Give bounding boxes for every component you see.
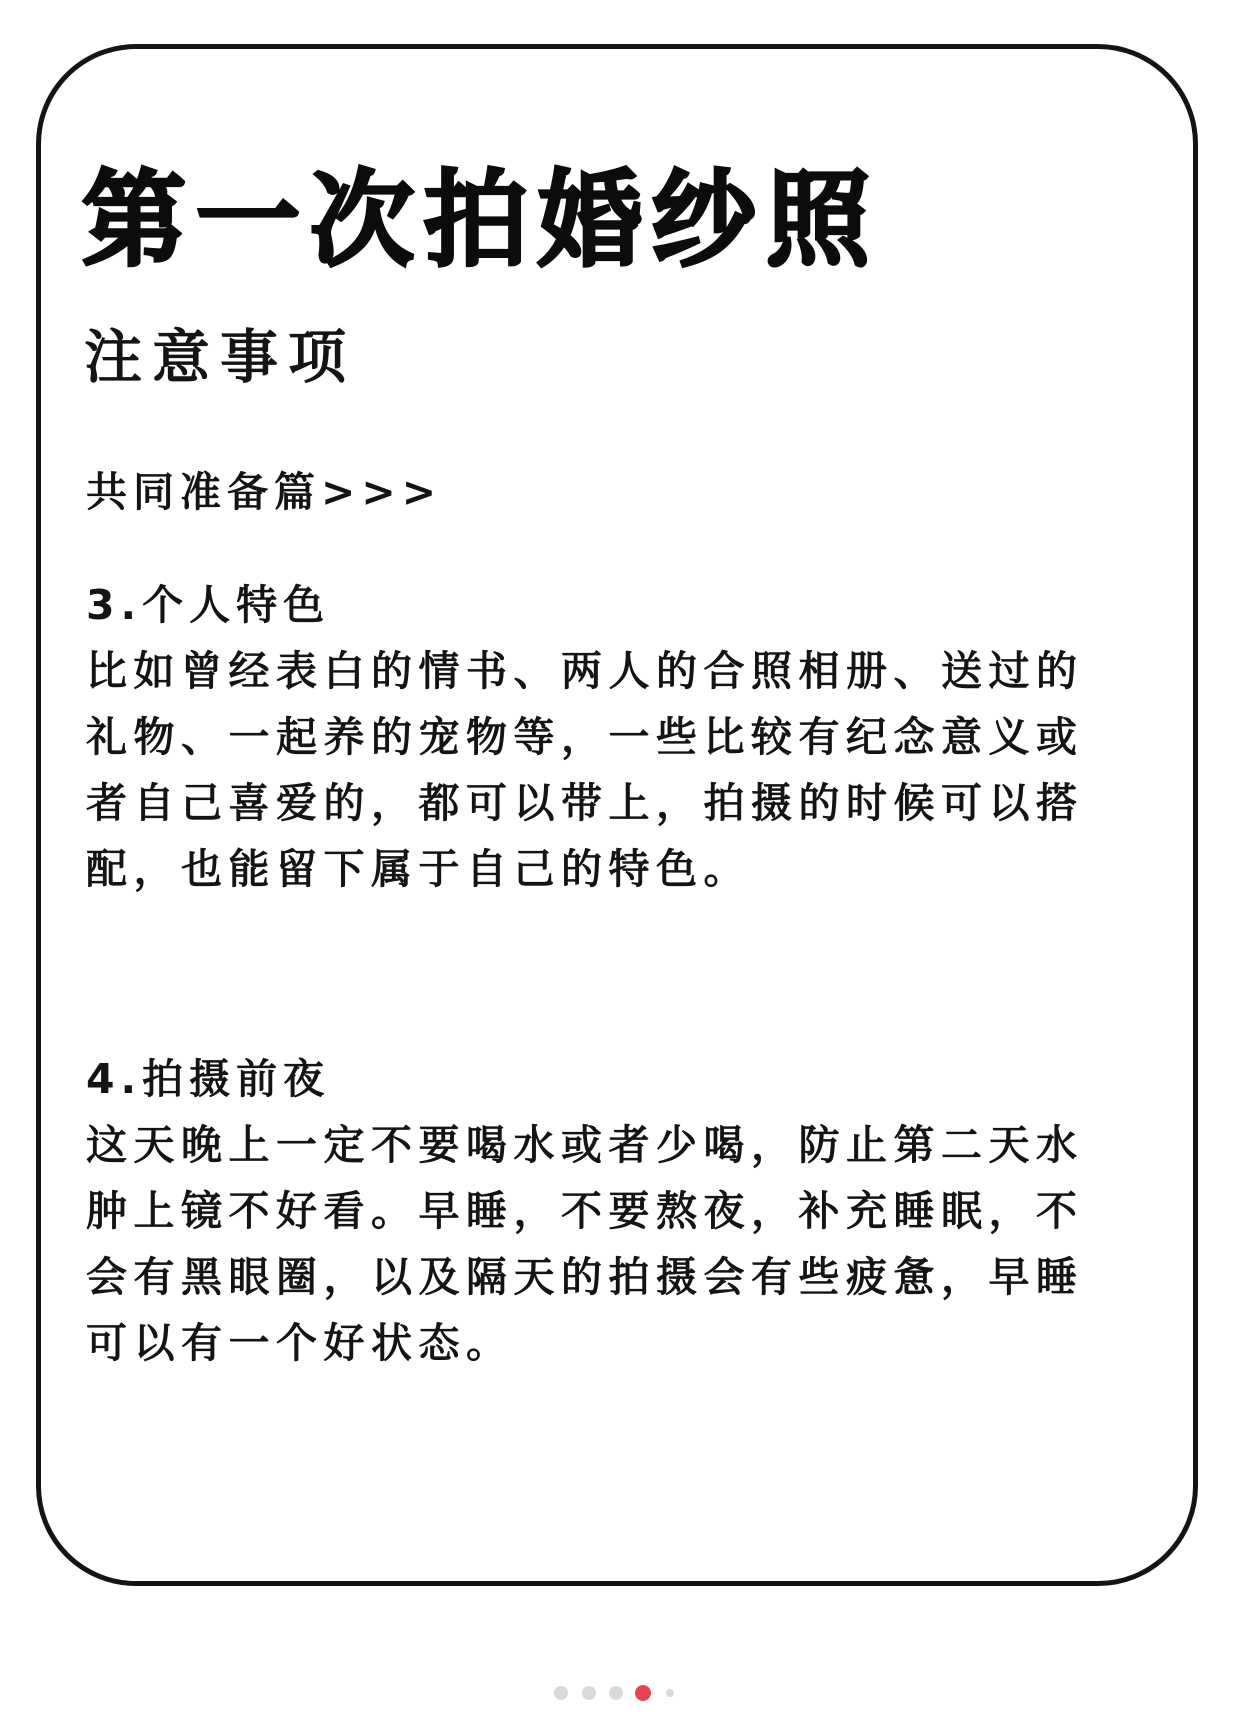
tip-text-line: 肿上镜不好看。早睡，不要熬夜，补充睡眠，不 — [86, 1187, 1084, 1235]
pagination-dot[interactable] — [609, 1686, 623, 1700]
tip-heading: 4.拍摄前夜 — [86, 1055, 331, 1103]
pagination-dot[interactable] — [554, 1686, 568, 1700]
tip-text-line: 可以有一个好状态。 — [86, 1319, 514, 1367]
tip-item — [86, 1046, 1086, 1376]
tip-text-line: 这天晚上一定不要喝水或者少喝，防止第二天水 — [86, 1121, 1084, 1169]
post-title: 第一次拍婚纱照 — [82, 159, 881, 281]
tip-heading: 3.个人特色 — [86, 581, 331, 629]
tip-text-line: 配，也能留下属于自己的特色。 — [86, 845, 751, 893]
pagination-dot[interactable] — [582, 1686, 596, 1700]
section-label: 共同准备篇>>> — [86, 468, 443, 516]
tip-text-line: 比如曾经表白的情书、两人的合照相册、送过的 — [86, 647, 1084, 695]
carousel-pagination — [0, 1684, 1242, 1702]
tip-text-line: 礼物、一起养的宠物等，一些比较有纪念意义或 — [86, 713, 1084, 761]
pagination-dot-active[interactable] — [635, 1685, 651, 1701]
tip-item — [86, 572, 1086, 902]
tip-text-line: 会有黑眼圈，以及隔天的拍摄会有些疲惫，早睡 — [86, 1253, 1084, 1301]
post-subtitle: 注意事项 — [84, 323, 357, 391]
pagination-dot[interactable] — [666, 1689, 674, 1697]
tip-text-line: 者自己喜爱的，都可以带上，拍摄的时候可以搭 — [86, 779, 1084, 827]
